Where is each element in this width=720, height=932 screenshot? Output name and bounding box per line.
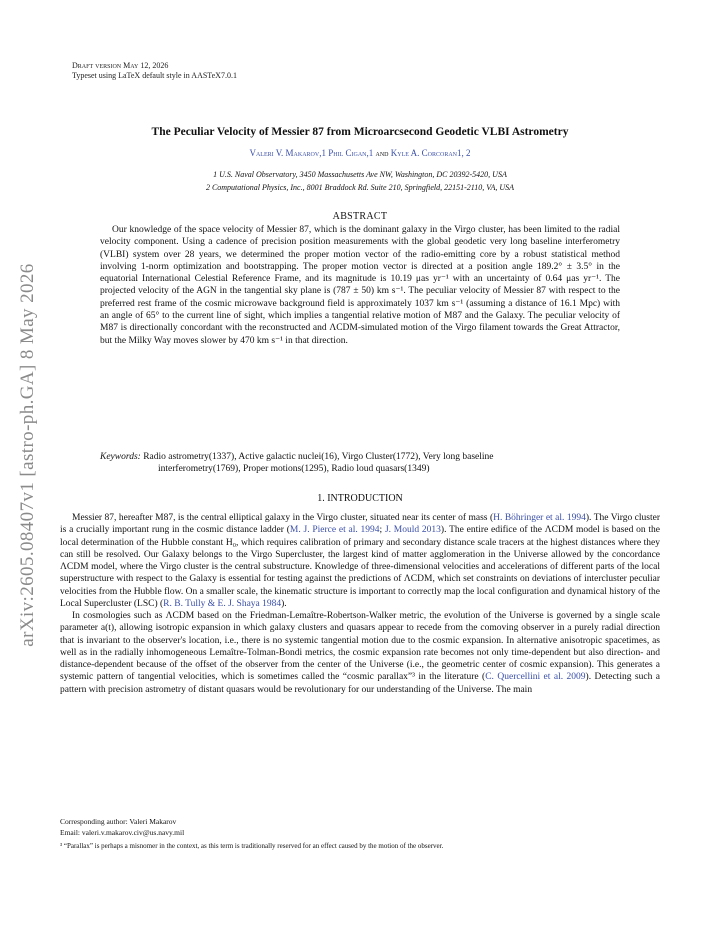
p1-text-b: ). The Virgo cluster is a crucially important rung in the cosmic distance ladder ( — [60, 513, 660, 536]
corresponding-line: Corresponding author: Valeri Makarov — [60, 817, 177, 826]
draft-date: May 12, 2026 — [123, 61, 169, 70]
p2-text-a: In cosmologies such as ΛCDM based on the Friedman-Lemaître-Robertson-Walker metric, the evolution of the Universe is governed by a single scale parameter a(t), allowing isotropic expansion in which galaxy clusters and quasars appear to recede from the comoving observer in a purely radial direction that is invariant to the observer's location, i.e., there is no systemic tangential motion due to the cosmic expansion. In alternative anisotropic spacetimes, as well as in the radially inhomogeneous Lemaître-Tolman-Bondi metrics, the cosmic expansion rate becomes not only time-dependent but also direction- and distance-dependent because of the offset of the observer from the center of the Universe (i.e., the geometric center of cosmic expansion). This generates a systemic pattern of tangential velocities, which is sometimes called the “cosmic parallax”³ in the literature ( — [60, 611, 660, 683]
keywords — [100, 451, 620, 476]
author-1[interactable]: Valeri V. Makarov,1 — [249, 148, 326, 158]
draft-header — [72, 61, 237, 81]
footnote: ³ “Parallax” is perhaps a misnomer in the context, as this term is traditionally reserved for an effect caused by the motion of the observer. — [60, 842, 444, 850]
keywords-line-2: interferometry(1769), Proper motions(1295), Radio loud quasars(1349) — [158, 464, 430, 475]
author-2[interactable]: Phil Cigan,1 — [328, 148, 374, 158]
section-heading: 1. INTRODUCTION — [317, 493, 403, 504]
p1-text-a: Messier 87, hereafter M87, is the central elliptical galaxy in the Virgo cluster, situated near its center of mass ( — [72, 513, 494, 523]
and-word: and — [375, 148, 389, 158]
keywords-label: Keywords: — [100, 452, 141, 462]
p1-sep: ; — [379, 525, 385, 536]
abstract — [100, 224, 620, 347]
p1-text-d: ). — [281, 598, 287, 609]
paper-title: The Peculiar Velocity of Messier 87 from Microarcsecond Geodetic VLBI Astrometry — [151, 126, 569, 138]
author-3[interactable]: Kyle A. Corcoran1, 2 — [390, 148, 471, 158]
citation-link[interactable]: C. Quercellini et al. 2009 — [485, 672, 586, 683]
email-line: Email: valeri.v.makarov.civ@us.navy.mil — [60, 828, 185, 837]
draft-label: Draft version — [72, 61, 122, 70]
corresponding-author — [60, 816, 184, 838]
paragraph-2 — [60, 610, 660, 696]
affiliation-1: 1 U.S. Naval Observatory, 3450 Massachusetts Ave NW, Washington, DC 20392-5420, USA — [213, 170, 507, 179]
keywords-line-1: Radio astrometry(1337), Active galactic nuclei(16), Virgo Cluster(1772), Very long baseline — [143, 452, 494, 462]
p2-text-b: ). Detecting such a pattern with precision astrometry of distant quasars would be revolutionary for our understanding of the Universe. The main — [60, 672, 660, 695]
typeset-note: Typeset using LaTeX default style in AASTeX7.0.1 — [72, 71, 237, 80]
author-list — [60, 148, 660, 158]
introduction-body — [60, 512, 660, 696]
citation-link[interactable]: H. Böhringer et al. 1994 — [493, 513, 586, 523]
arxiv-sidebar — [8, 230, 48, 680]
paragraph-1 — [60, 512, 660, 610]
arxiv-identifier: arXiv:2605.08407v1 [astro-ph.GA] 8 May 2026 — [17, 263, 38, 647]
abstract-text: Our knowledge of the space velocity of Messier 87, which is the dominant galaxy in the Virgo cluster, has been limited to the radial velocity component. Using a cadence of precision position measurements with the global geodetic very long baseline interferometry (VLBI) system over 28 years, we determined the proper motion vector of the radio-emitting core by a robust statistical method involving 1-norm optimization and bootstrapping. The proper motion vector is directed at a position angle 189.2° ± 3.5° in the equatorial International Celestial Reference Frame, and its magnitude is 10.19 μas yr⁻¹ with an uncertainty of 0.64 μas yr⁻¹. The projected velocity of the AGN in the tangential sky plane is (787 ± 50) km s⁻¹. The peculiar velocity of Messier 87 with respect to the preferred rest frame of the cosmic microwave background field is approximately 1037 km s⁻¹ (assuming a distance of 16.1 Mpc) with an angle of 65° to the current line of sight, which implies a tangential relative motion of M87 and the Galaxy. The peculiar velocity of M87 is directionally concordant with the reconstructed and ΛCDM-simulated motion of the Virgo filament towards the Great Attractor, but the Milky Way moves slower by 470 km s⁻¹ in that direction. — [100, 225, 620, 346]
citation-link[interactable]: J. Mould 2013 — [384, 525, 441, 536]
abstract-heading: ABSTRACT — [332, 211, 388, 222]
citation-link[interactable]: R. B. Tully & E. J. Shaya 1984 — [163, 598, 282, 609]
p1-text-c: ). The entire edifice of the ΛCDM model is based on the local determination of the Hubble constant H₀, which requires calibration of primary and secondary distance scale tracers at the highest distances where they can still be resolved. Our Galaxy belongs to the Virgo Supercluster, the largest kind of matter agglomeration in the Universe allowed by the concordance ΛCDM model, where the Virgo cluster is the central substructure. Knowledge of three-dimensional velocities and accelerations of different parts of the local superstructure with respect to the Galaxy is essential for testing against the predictions of ΛCDM, which set constraints on deviations of intercluster peculiar velocities from the Hubble flow. On a smaller scale, the kinematic structure is important to correctly map the local configuration and dynamical history of the Local Supercluster (LSC) ( — [60, 525, 660, 609]
affiliation-2: 2 Computational Physics, Inc., 8001 Braddock Rd. Suite 210, Springfield, 22151-2110, VA, USA — [205, 183, 515, 192]
citation-link[interactable]: M. J. Pierce et al. 1994 — [289, 525, 380, 536]
